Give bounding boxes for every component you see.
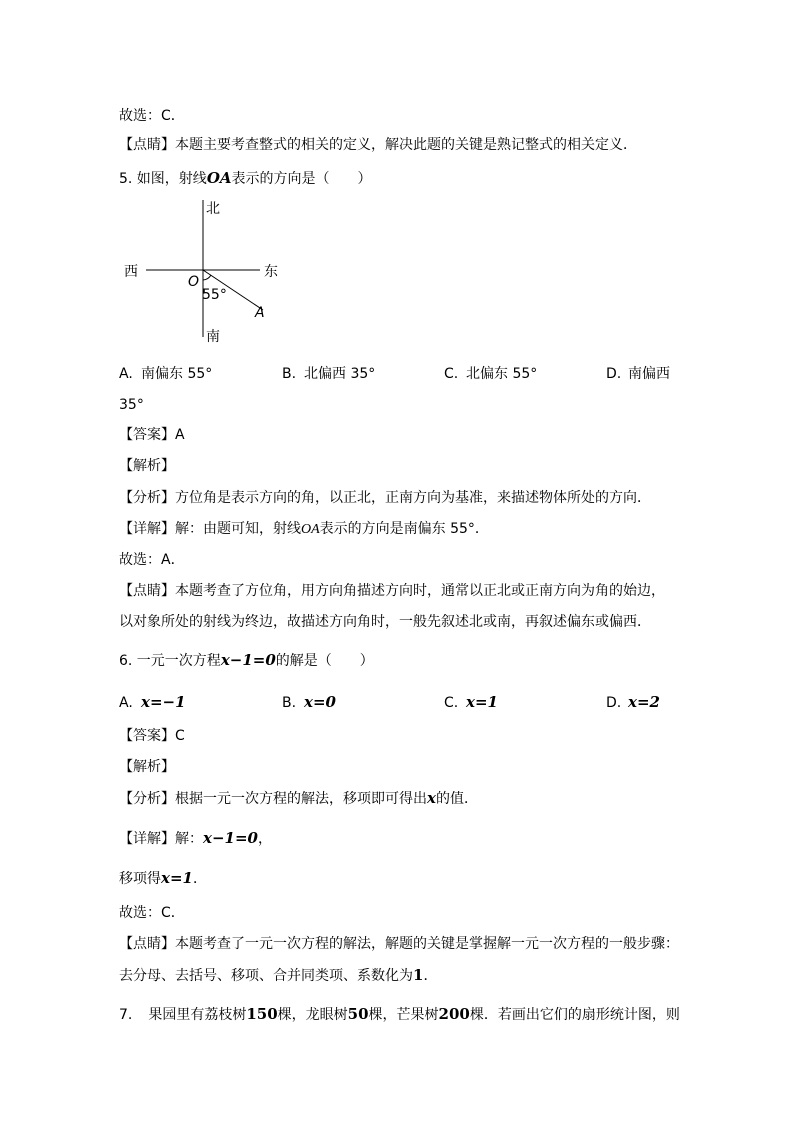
q6-analysis: [119, 788, 478, 809]
answer-value: A: [175, 427, 185, 443]
comment-line: [119, 135, 637, 155]
q6-option-d[interactable]: [606, 692, 660, 713]
q6-comment-line2: [119, 965, 437, 986]
q5-analysis: [119, 488, 651, 508]
q6-option-a[interactable]: [119, 692, 186, 713]
answer-line: 故选：C．: [119, 108, 185, 124]
q7-num-mango: 200: [438, 1005, 470, 1023]
q6-comment: [119, 934, 679, 954]
option-letter: B.: [282, 366, 297, 382]
step-text: 移项得: [119, 871, 161, 887]
q7-num-lychee: 150: [246, 1005, 278, 1023]
comment-math: 1: [413, 966, 424, 984]
detail-text: 解：: [175, 831, 203, 847]
q5-jiexi: 【解析】: [119, 458, 175, 474]
option-letter: A.: [119, 695, 133, 711]
detail-math: x−1=0: [203, 829, 258, 847]
q7-stem: [119, 1004, 680, 1025]
detail-text: 解：由题可知，射线: [175, 521, 301, 537]
q5-detail: [119, 519, 489, 540]
comment-text: 去分母、去括号、移项、合并同类项、系数化为: [119, 968, 413, 984]
q7-text: 果园里有荔枝树: [148, 1007, 247, 1023]
comment-text-after: ．: [423, 968, 438, 984]
north-label: 北: [206, 201, 220, 217]
option-math: x=−1: [141, 693, 186, 711]
option-letter: C.: [444, 695, 459, 711]
comment-text: 本题考查了一元一次方程的解法，解题的关键是掌握解一元一次方程的一般步骤：: [175, 936, 679, 952]
angle-arc: [203, 275, 211, 280]
south-label: 南: [206, 329, 220, 345]
q5-answer: [119, 425, 185, 445]
q7-text: 棵，芒果树: [368, 1007, 439, 1023]
step-text-after: ．: [192, 871, 207, 887]
option-math: x=0: [304, 693, 336, 711]
q6-detail: [119, 828, 272, 849]
q6-step: [119, 868, 207, 889]
detail-tag: 【详解】: [119, 831, 175, 847]
option-text: 北偏东 55°: [466, 366, 538, 382]
q5-comment: [119, 581, 665, 601]
comment-tag: 【点睛】: [119, 583, 175, 599]
q5-stem-text-after: 表示的方向是（ ）: [231, 171, 372, 187]
option-math: x=1: [466, 693, 498, 711]
option-text: 南偏东 55°: [141, 366, 213, 382]
option-letter: A.: [119, 366, 133, 382]
comment-tag: 【点睛】: [119, 936, 175, 952]
direction-figure: [118, 195, 298, 355]
q7-number: 7.: [119, 1007, 133, 1023]
comment-text: 本题考查了方位角，用方向角描述方向时，通常以正北或正南方向为角的始边，: [175, 583, 665, 599]
detail-tag: 【详解】: [119, 521, 175, 537]
q6-option-c[interactable]: [444, 692, 498, 713]
point-a-label: A: [255, 305, 265, 321]
analysis-tag: 【分析】: [119, 791, 175, 807]
q5-comment-line2: 以对象所处的射线为终边，故描述方向角时，一般先叙述北或南，再叙述偏东或偏西．: [119, 614, 651, 630]
east-label: 东: [264, 264, 278, 280]
option-text: 北偏西 35°: [304, 366, 376, 382]
q6-choose: 故选：C．: [119, 905, 185, 921]
answer-value: C: [175, 728, 185, 744]
q7-text: 棵．若画出它们的扇形统计图，则: [469, 1007, 680, 1023]
q6-stem-math: x−1=0: [220, 651, 276, 669]
origin-label: O: [188, 274, 200, 290]
comment-text: 本题主要考查整式的相关的定义，解决此题的关键是熟记整式的相关定义．: [175, 137, 637, 153]
answer-tag: 【答案】: [119, 427, 175, 443]
q7-text: 棵，龙眼树: [277, 1007, 348, 1023]
west-label: 西: [124, 264, 138, 280]
option-letter: C.: [444, 366, 459, 382]
analysis-text-after: 的值．: [435, 791, 478, 807]
q6-stem: [119, 650, 374, 671]
detail-math: OA: [301, 522, 320, 537]
q5-option-d-wrap: 35°: [119, 397, 144, 413]
q5-option-a[interactable]: [119, 364, 212, 384]
q6-option-b[interactable]: [282, 692, 336, 713]
q6-stem-text-after: 的解是（ ）: [275, 653, 374, 669]
option-letter: D.: [606, 366, 622, 382]
analysis-math: x: [427, 789, 436, 807]
option-letter: B.: [282, 695, 297, 711]
option-letter: D.: [606, 695, 622, 711]
q6-answer: [119, 726, 185, 746]
detail-text-after: ，: [257, 831, 272, 847]
analysis-text: 根据一元一次方程的解法，移项即可得出: [175, 791, 427, 807]
q7-num-longan: 50: [347, 1005, 369, 1023]
q5-stem-math: OA: [206, 169, 232, 187]
q5-stem: [119, 168, 372, 189]
q6-jiexi: 【解析】: [119, 759, 175, 775]
q5-option-c[interactable]: [444, 364, 537, 384]
analysis-tag: 【分析】: [119, 490, 175, 506]
detail-text-after: 表示的方向是南偏东 55°．: [319, 521, 489, 537]
option-math: x=2: [628, 693, 660, 711]
q5-option-d[interactable]: [606, 364, 670, 384]
angle-label: 55°: [202, 287, 227, 303]
comment-tag: 【点睛】: [119, 137, 175, 153]
option-text: 南偏西: [628, 366, 670, 382]
analysis-text: 方位角是表示方向的角，以正北，正南方向为基准，来描述物体所处的方向．: [175, 490, 651, 506]
q6-stem-text: 6. 一元一次方程: [119, 653, 221, 669]
step-math: x=1: [161, 869, 193, 887]
q5-option-b[interactable]: [282, 364, 375, 384]
answer-tag: 【答案】: [119, 728, 175, 744]
q5-choose: 故选：A．: [119, 552, 185, 568]
q5-stem-text: 5. 如图，射线: [119, 171, 207, 187]
